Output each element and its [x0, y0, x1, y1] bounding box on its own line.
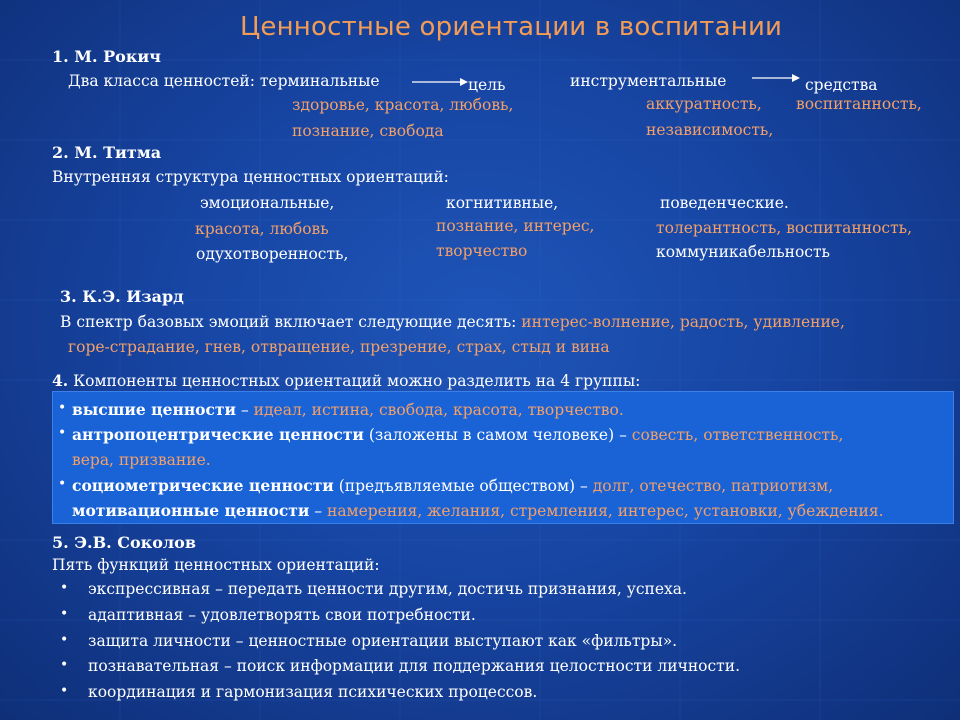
group-4-values: намерения, желания, стремления, интерес, установки, убеждения. — [326, 502, 884, 520]
group-2-note: (заложены в самом человеке) – — [363, 426, 632, 444]
function-item: познавательная – поиск информации для поддержания целостности личности. — [88, 657, 740, 675]
group-2-values-2: вера, призвание. — [72, 451, 211, 469]
section-1-goal: цель — [468, 76, 506, 94]
emotional-values-1: красота, любовь — [195, 220, 329, 238]
emotional-values-2: одухотворенность, — [196, 245, 349, 263]
group-2-name: антропоцентрические ценности — [72, 425, 364, 444]
group-3 — [72, 476, 833, 495]
section-1-heading: 1. М. Рокич — [52, 47, 161, 66]
function-item: координация и гармонизация психических процессов. — [88, 683, 538, 701]
function-item: адаптивная – удовлетворять свои потребности. — [88, 606, 476, 624]
group-1 — [72, 400, 624, 419]
bullet-icon: • — [60, 580, 69, 596]
emotions-line-2: горе-страдание, гнев, отвращение, презрение, страх, стыд и вина — [68, 338, 610, 356]
cognitive-values-1: познание, интерес, — [436, 217, 595, 235]
section-4-number: 4. — [52, 371, 69, 390]
bullet-icon: • — [60, 606, 69, 622]
group-3-values: долг, отечество, патриотизм, — [592, 477, 834, 495]
section-4-heading — [52, 371, 640, 390]
page-title: Ценностные ориентации в воспитании — [240, 12, 783, 42]
emotional-heading: эмоциональные, — [200, 194, 335, 212]
bullet-icon: • — [58, 425, 67, 441]
behavioral-values-2: коммуникабельность — [656, 243, 830, 261]
instrumental-values-1: аккуратность, — [646, 95, 762, 113]
group-1-values: идеал, истина, свобода, красота, творчество. — [253, 401, 624, 419]
cognitive-heading: когнитивные, — [446, 194, 559, 212]
group-4-dash: – — [309, 502, 327, 520]
group-4 — [72, 501, 884, 520]
function-item: защита личности – ценностные ориентации выступают как «фильтры». — [88, 632, 678, 650]
arrow-right-icon — [752, 72, 800, 84]
group-3-note: (предъявляемые обществом) – — [333, 477, 593, 495]
section-2-heading: 2. М. Титма — [52, 143, 162, 162]
group-4-name: мотивационные ценности — [72, 501, 310, 520]
section-1-intro: Два класса ценностей: терминальные — [68, 72, 380, 90]
emotions-line-1: интерес-волнение, радость, удивление, — [521, 313, 845, 331]
bullet-icon: • — [58, 400, 67, 416]
instrumental-values-2: воспитанность, — [796, 95, 922, 113]
group-3-name: социометрические ценности — [72, 476, 334, 495]
terminal-values-line-1: здоровье, красота, любовь, — [292, 96, 514, 114]
section-3-heading: 3. К.Э. Изард — [60, 287, 184, 306]
section-2-intro: Внутренняя структура ценностных ориентаций: — [52, 168, 449, 186]
bullet-icon: • — [60, 657, 69, 673]
section-1-instrumental: инструментальные — [570, 72, 727, 90]
cognitive-values-2: творчество — [436, 242, 528, 260]
group-2 — [72, 425, 843, 444]
bullet-icon: • — [60, 632, 69, 648]
behavioral-heading: поведенческие. — [660, 194, 789, 212]
bullet-icon: • — [58, 476, 67, 492]
section-3-intro — [60, 313, 845, 331]
terminal-values-line-2: познание, свобода — [292, 122, 444, 140]
arrow-right-icon — [412, 76, 468, 88]
group-1-name: высшие ценности — [72, 400, 237, 419]
section-5-heading: 5. Э.В. Соколов — [52, 533, 196, 552]
section-1-means: средства — [805, 76, 878, 94]
behavioral-values-1: толерантность, воспитанность, — [656, 219, 913, 237]
group-2-values-1: совесть, ответственность, — [631, 426, 844, 444]
section-5-intro: Пять функций ценностных ориентаций: — [52, 556, 380, 574]
section-4-heading-text: Компоненты ценностных ориентаций можно разделить на 4 группы: — [73, 372, 641, 390]
section-3-intro-text: В спектр базовых эмоций включает следующие десять: — [60, 313, 517, 331]
bullet-icon: • — [60, 683, 69, 699]
instrumental-values-3: независимость, — [646, 121, 774, 139]
function-item: экспрессивная – передать ценности другим, достичь признания, успеха. — [88, 580, 687, 598]
group-1-dash: – — [236, 401, 254, 419]
